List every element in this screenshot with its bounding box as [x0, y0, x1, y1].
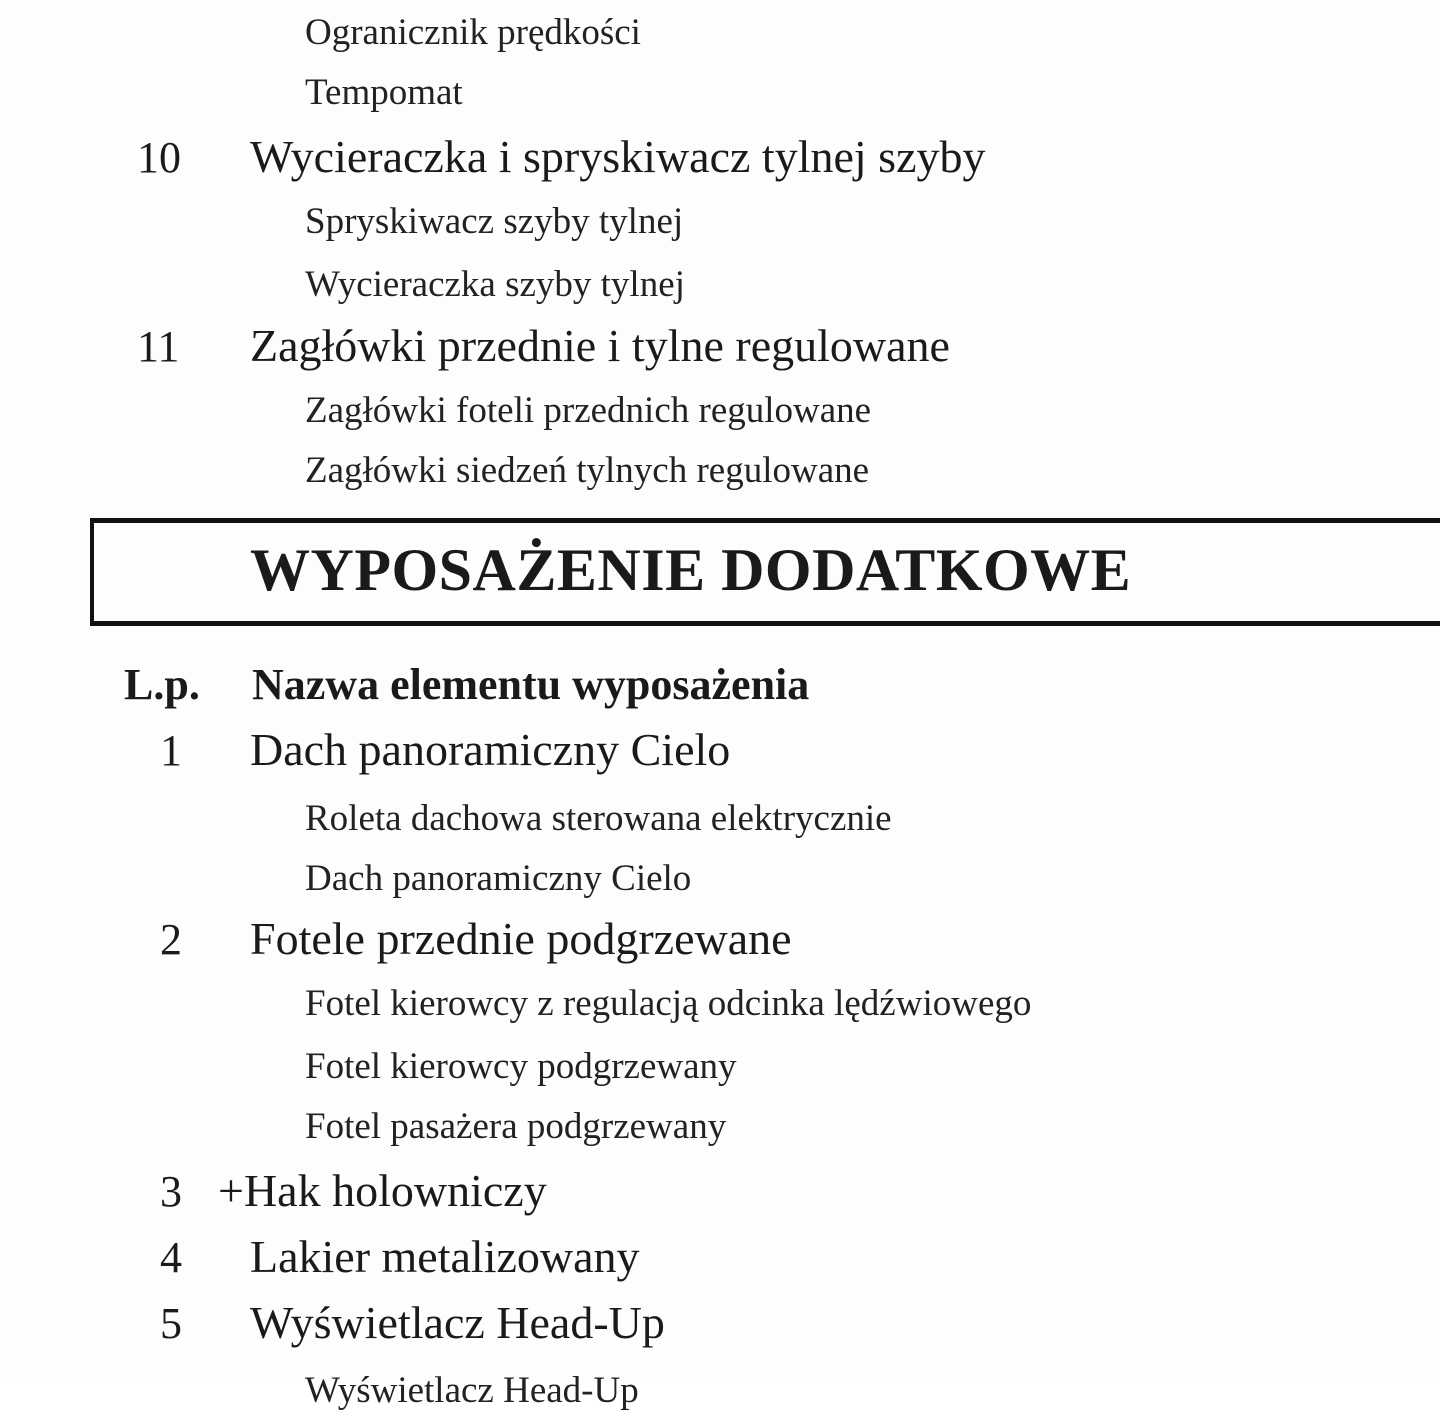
section-title: WYPOSAŻENIE DODATKOWE [250, 537, 1132, 603]
subitem: Zagłówki siedzeń tylnych regulowane [305, 450, 870, 491]
item-name: +Hak holowniczy [218, 1165, 547, 1216]
item-number: 2 [160, 915, 182, 964]
subitem: Wycieraczka szyby tylnej [305, 264, 685, 305]
item-number: 11 [137, 322, 180, 371]
subitem: Spryskiwacz szyby tylnej [305, 201, 684, 242]
item-name: Fotele przednie podgrzewane [250, 913, 792, 964]
subitem: Dach panoramiczny Cielo [305, 858, 692, 899]
item-number: 3 [160, 1167, 182, 1216]
item-name: Lakier metalizowany [250, 1231, 640, 1282]
subitem: Fotel kierowcy podgrzewany [305, 1046, 737, 1087]
item-name: Dach panoramiczny Cielo [250, 724, 731, 775]
subitem: Zagłówki foteli przednich regulowane [305, 390, 872, 431]
item-number: 10 [137, 133, 181, 182]
item-name: Wycieraczka i spryskiwacz tylnej szyby [250, 131, 986, 182]
header-name: Nazwa elementu wyposażenia [252, 660, 810, 709]
subitem: Wyświetlacz Head-Up [305, 1370, 639, 1411]
subitem-ogranicznik: Ogranicznik prędkości [305, 12, 641, 53]
item-name: Zagłówki przednie i tylne regulowane [250, 320, 950, 371]
item-number: 4 [160, 1233, 182, 1282]
subitem-tempomat: Tempomat [305, 72, 463, 113]
subitem: Fotel kierowcy z regulacją odcinka lędźwiowego [305, 983, 1032, 1024]
header-lp: L.p. [124, 660, 200, 709]
item-number: 5 [160, 1299, 182, 1348]
subitem: Roleta dachowa sterowana elektrycznie [305, 798, 892, 839]
item-number: 1 [160, 726, 182, 775]
item-name: Wyświetlacz Head-Up [250, 1297, 665, 1348]
subitem: Fotel pasażera podgrzewany [305, 1106, 727, 1147]
